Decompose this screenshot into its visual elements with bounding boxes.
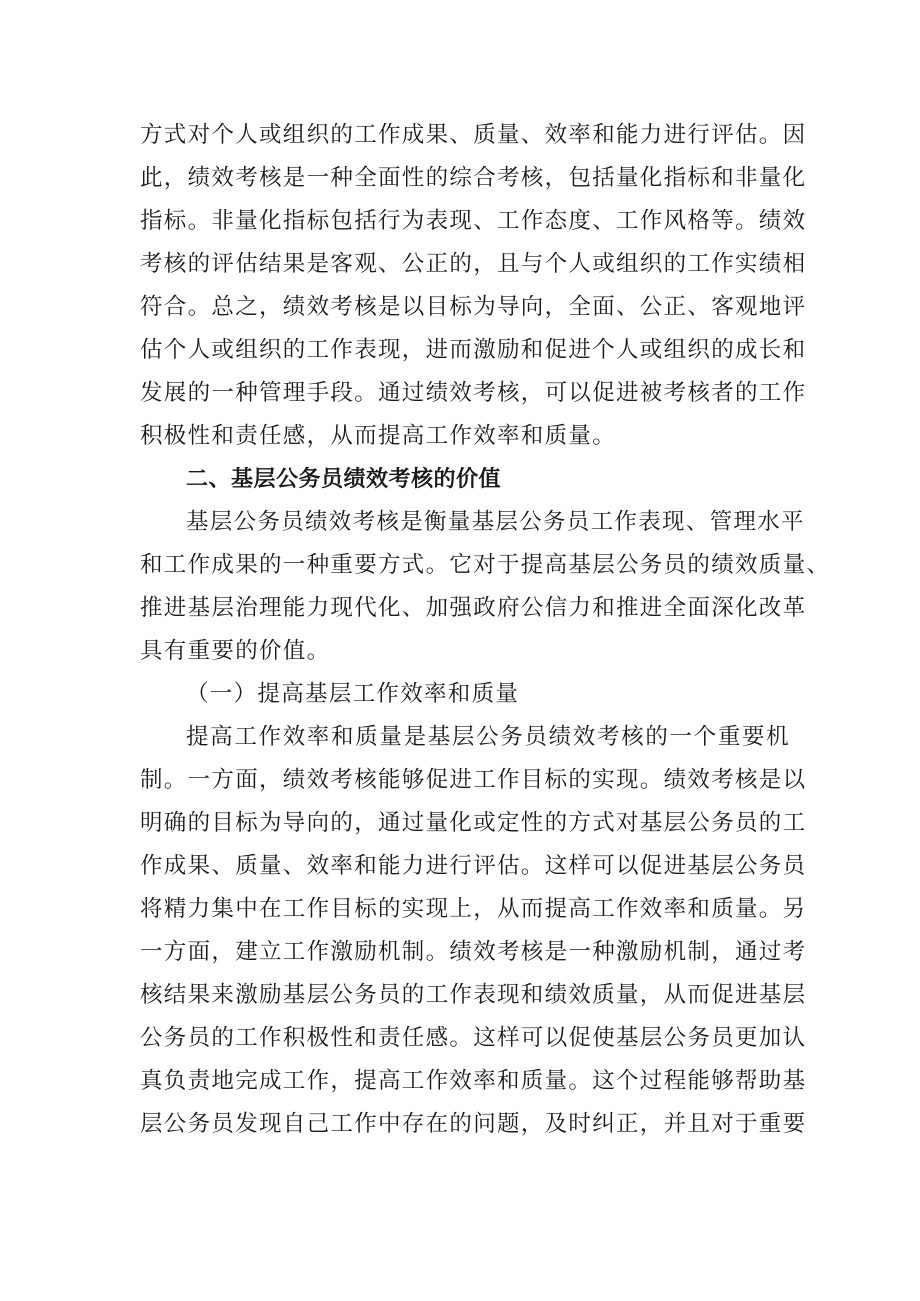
text-line: 推进基层治理能力现代化、加强政府公信力和推进全面深化改革 <box>140 595 807 621</box>
text-line: 一方面，建立工作激励机制。绩效考核是一种激励机制，通过考 <box>140 939 807 965</box>
text-line: 作成果、质量、效率和能力进行评估。这样可以促进基层公务员 <box>140 853 807 879</box>
text-line: 方式对个人或组织的工作成果、质量、效率和能力进行评估。因 <box>140 122 807 148</box>
text-line: 此，绩效考核是一种全面性的综合考核，包括量化指标和非量化 <box>140 165 807 191</box>
text-line: 明确的目标为导向的，通过量化或定性的方式对基层公务员的工 <box>140 810 807 836</box>
subsection-heading: （一）提高基层工作效率和质量 <box>186 681 520 707</box>
text-line: 制。一方面，绩效考核能够促进工作目标的实现。绩效考核是以 <box>140 767 807 793</box>
text-line: 指标。非量化指标包括行为表现、工作态度、工作风格等。绩效 <box>140 208 807 234</box>
text-line: 考核的评估结果是客观、公正的，且与个人或组织的工作实绩相 <box>140 251 807 277</box>
text-line: 公务员的工作积极性和责任感。这样可以促使基层公务员更加认 <box>140 1025 807 1051</box>
text-line: 估个人或组织的工作表现，进而激励和促进个人或组织的成长和 <box>140 337 807 363</box>
text-line: 符合。总之，绩效考核是以目标为导向，全面、公正、客观地评 <box>140 294 807 320</box>
section-heading: 二、基层公务员绩效考核的价值 <box>186 467 502 492</box>
paragraph-continuation <box>140 114 807 458</box>
text-line: 核结果来激励基层公务员的工作表现和绩效质量，从而促进基层 <box>140 982 807 1008</box>
text-line: 真负责地完成工作，提高工作效率和质量。这个过程能够帮助基 <box>140 1068 807 1094</box>
text-line: 基层公务员绩效考核是衡量基层公务员工作表现、管理水平 <box>186 509 805 535</box>
text-line: 积极性和责任感，从而提高工作效率和质量。 <box>140 423 617 449</box>
text-line: 和工作成果的一种重要方式。它对于提高基层公务员的绩效质量、 <box>140 552 831 578</box>
text-line: 层公务员发现自己工作中存在的问题，及时纠正，并且对于重要 <box>140 1111 807 1137</box>
text-line: 将精力集中在工作目标的实现上，从而提高工作效率和质量。另 <box>140 896 807 922</box>
paragraph-value-intro <box>140 501 831 673</box>
text-line: 具有重要的价值。 <box>140 638 331 664</box>
text-line: 发展的一种管理手段。通过绩效考核，可以促进被考核者的工作 <box>140 380 807 406</box>
paragraph-efficiency <box>140 716 807 1146</box>
text-line: 提高工作效率和质量是基层公务员绩效考核的一个重要机 <box>186 724 790 750</box>
